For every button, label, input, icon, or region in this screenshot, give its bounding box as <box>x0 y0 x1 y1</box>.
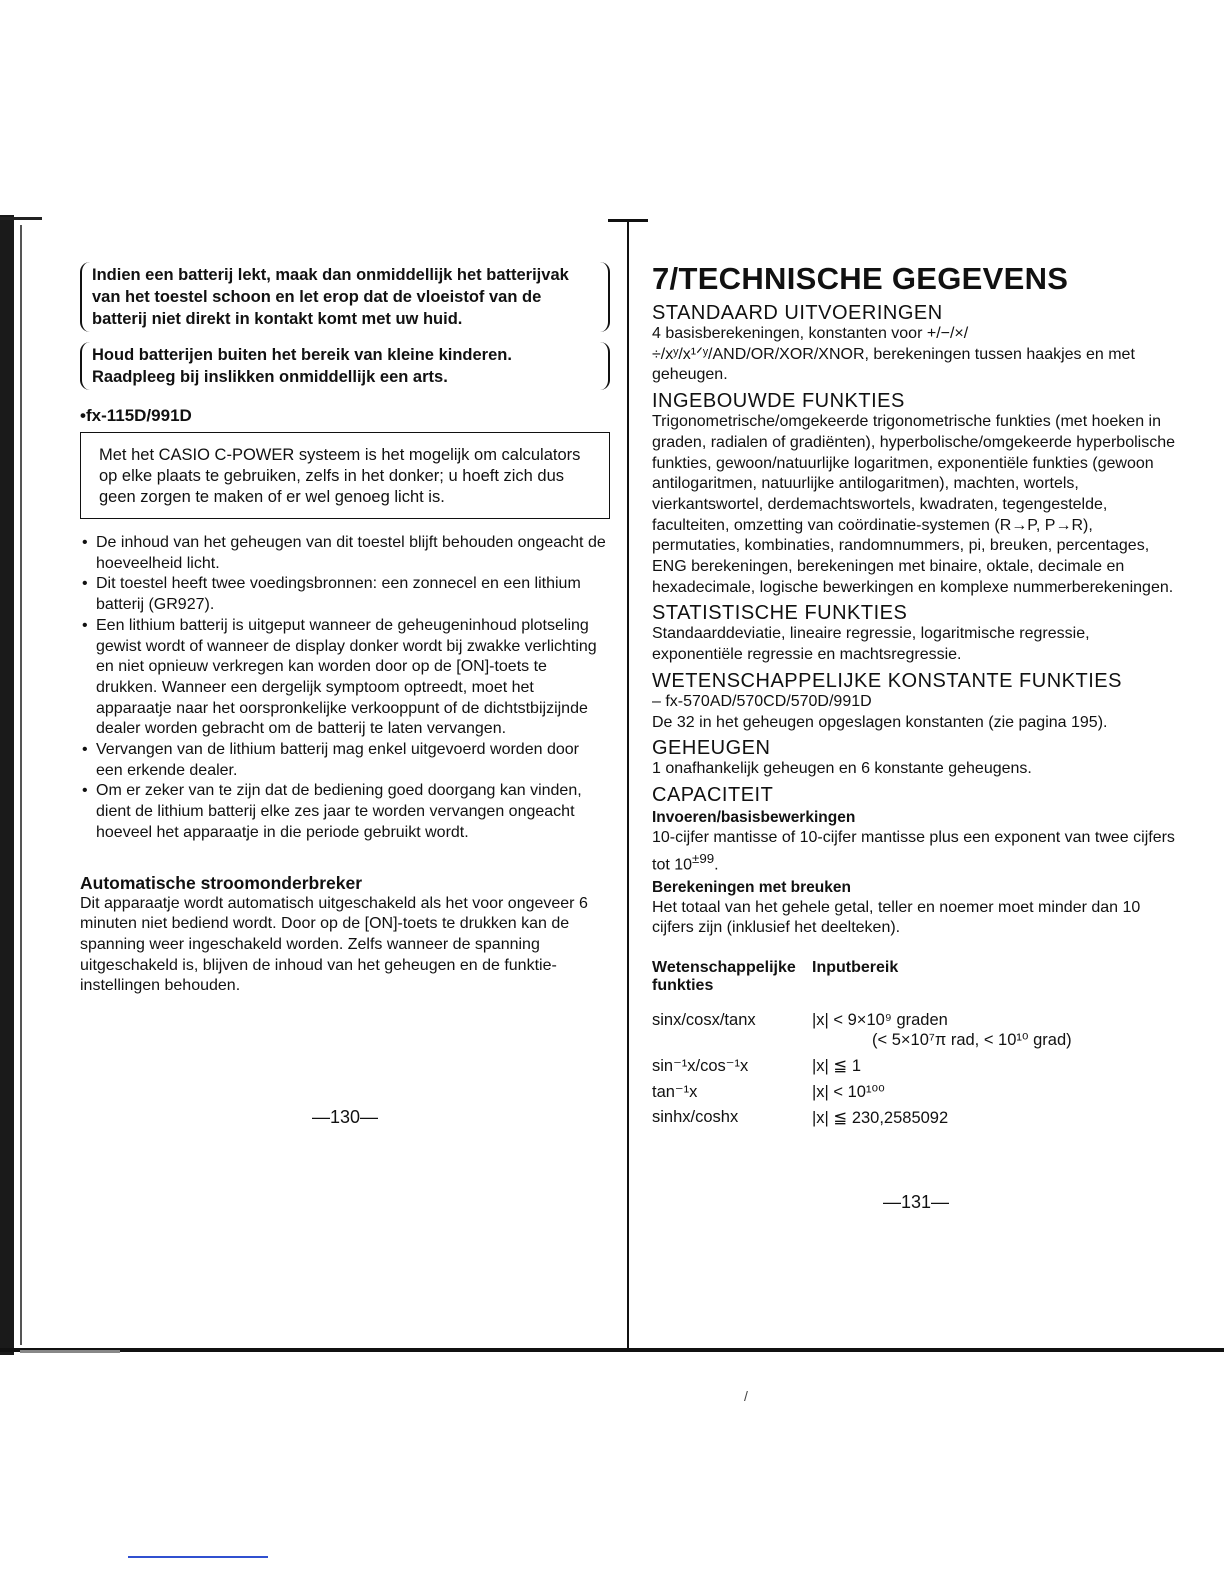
scan-edge-line <box>20 225 22 1345</box>
right-page <box>652 262 1180 1213</box>
fractions-heading: Berekeningen met breuken <box>652 878 851 896</box>
table-row <box>652 1080 1180 1106</box>
table-row <box>652 1106 1180 1132</box>
left-page <box>80 262 610 1128</box>
spine-tick <box>608 219 648 222</box>
constants-heading: WETENSCHAPPELIJKE KONSTANTE FUNKTIES <box>652 669 1122 692</box>
list-item: • Vervangen van de lithium batterij mag enkel uitgevoerd worden door een erkende dealer. <box>80 740 610 781</box>
capacity-heading: CAPACITEIT <box>652 783 774 806</box>
scan-tick <box>0 217 42 220</box>
table-cell-range: |x| ≦ 1 <box>812 1057 861 1076</box>
table-row <box>652 1054 1180 1080</box>
constants-text: De 32 in het geheugen opgeslagen konstanten (zie pagina 195). <box>652 713 1108 731</box>
input-heading: Invoeren/basisbewerkingen <box>652 808 856 826</box>
table-cell-function: tan⁻¹x <box>652 1083 698 1102</box>
column-header-range: Inputbereik <box>812 959 899 977</box>
page-number-right: —131— <box>882 1192 950 1213</box>
constants-models: – fx-570AD/570CD/570D/991D <box>652 692 872 710</box>
scan-bottom-rule <box>0 1348 1224 1352</box>
statistics-heading: STATISTISCHE FUNKTIES <box>652 602 908 625</box>
input-exponent: ±99 <box>692 850 715 866</box>
page-number-left: —130— <box>311 1107 379 1128</box>
table-cell-range <box>812 1009 1180 1054</box>
memory-heading: GEHEUGEN <box>652 737 771 760</box>
statistics-text: Standaarddeviatie, lineaire regressie, logaritmische regressie, exponentiële regressie en machtsregressie. <box>652 625 1090 664</box>
memory-text: 1 onafhankelijk geheugen en 6 konstante geheugens. <box>652 760 1032 778</box>
range-line-2: (< 5×10⁷π rad, < 10¹⁰ grad) <box>872 1031 1072 1050</box>
range-line: |x| < 9×10⁹ graden <box>812 1011 948 1030</box>
stray-mark: / <box>744 1388 748 1404</box>
auto-off-text: Dit apparaatje wordt automatisch uitgeschakeld als het voor ongeveer 6 minuten niet bediend wordt. Door op de [ON]-toets te drukken kan de spanning weer ingeschakeld worden. Zelfs wanneer de spanning uitgeschakeld is, blijven de inhoud van het geheugen en de funktie-instellingen behouden. <box>80 894 588 995</box>
input-text <box>652 828 1180 876</box>
builtin-heading: INGEBOUWDE FUNKTIES <box>652 390 905 413</box>
children-warning: Houd batterijen buiten het bereik van kleine kinderen. Raadpleeg bij inslikken onmiddellijk een arts. <box>80 342 610 390</box>
list-item: • De inhoud van het geheugen van dit toestel blijft behouden ongeacht de hoeveelheid licht. <box>80 533 610 574</box>
c-power-box: Met het CASIO C-POWER systeem is het mogelijk om calculators op elke plaats te gebruiken, zelfs in het donker; u hoeft zich dus geen zorgen te maken of er wel genoeg licht is. <box>80 432 610 519</box>
book-spine <box>627 222 629 1352</box>
leak-warning: Indien een batterij lekt, maak dan onmiddellijk het batterijvak van het toestel schoon en let erop dat de vloeistof van de batterij niet direkt in kontakt komt met uw huid. <box>80 262 610 332</box>
table-cell-range: |x| < 10¹⁰⁰ <box>812 1083 885 1102</box>
battery-notes <box>80 533 610 844</box>
scan-blue-mark <box>128 1556 268 1558</box>
standard-text: 4 basisberekeningen, konstanten voor +/−/×/÷/xʸ/x¹ᐟʸ/AND/OR/XOR/XNOR, berekeningen tussen haakjes en met geheugen. <box>652 325 1135 384</box>
builtin-text: Trigonometrische/omgekeerde trigonometrische funkties (met hoeken in graden, radialen of gradiënten), hyperbolische/omgekeerde hyperbolische funkties, gewoon/natuurlijke logaritmen, exponentiële funkties (gewoon antilogaritmen, natuurlijke antilogaritmen), machten, wortels, vierkantswortel, derdemachtswortels, kwadraten, tegengestelde, faculteiten, omzetting van coördinatie-systemen (R→P, P→R), permutaties, kombinaties, randomnummers, pi, breuken, percentages, ENG berekeningen, berekeningen met binaire, oktale, decimale en hexadecimale, logische bewerkingen en komplexe nummerberekeningen. <box>652 413 1175 596</box>
input-text-main: 10-cijfer mantisse of 10-cijfer mantisse plus een exponent van twee cijfers tot 10 <box>652 828 1175 873</box>
scan-edge-left <box>0 215 14 1355</box>
column-header-function: Wetenschappelijke funkties <box>652 959 796 995</box>
table-cell-function: sinhx/coshx <box>652 1108 739 1127</box>
scan-bottom-rule-left <box>20 1350 120 1353</box>
table-cell-range: |x| ≦ 230,2585092 <box>812 1109 949 1128</box>
table-cell-function: sinx/cosx/tanx <box>652 1011 756 1030</box>
list-item: • Een lithium batterij is uitgeput wanneer de geheugeninhoud plotseling gewist wordt of wanneer de display donker wordt bij zwakke verlichting en niet opnieuw verkregen kan worden door op de [ON]-toets te drukken. Wanneer een dergelijk symptoom optreedt, moet het apparaatje naar het oorspronkelijke verkooppunt of de dichtstbijzijnde dealer worden gebracht om de batterij te laten vervangen. <box>80 616 610 740</box>
table-header <box>652 959 1180 1009</box>
table-cell-function: sin⁻¹x/cos⁻¹x <box>652 1057 749 1076</box>
auto-off-heading: Automatische stroomonderbreker <box>80 872 363 893</box>
list-item: • Dit toestel heeft twee voedingsbronnen: een zonnecel en een lithium batterij (GR927). <box>80 574 610 615</box>
chapter-title: 7/TECHNISCHE GEGEVENS <box>652 261 1069 296</box>
model-heading: •fx-115D/991D <box>80 406 192 425</box>
input-text-end: . <box>714 855 719 873</box>
standard-heading: STANDAARD UITVOERINGEN <box>652 302 943 324</box>
table-row <box>652 1009 1180 1054</box>
fractions-text: Het totaal van het gehele getal, teller en noemer moet minder dan 10 cijfers zijn (inklusief het deelteken). <box>652 898 1141 937</box>
list-item: • Om er zeker van te zijn dat de bediening goed doorgang kan vinden, dient de lithium batterij elke zes jaar te worden vervangen ongeacht hoeveel het apparaatje in die periode gebruikt wordt. <box>80 781 610 843</box>
input-range-table <box>652 959 1180 1132</box>
